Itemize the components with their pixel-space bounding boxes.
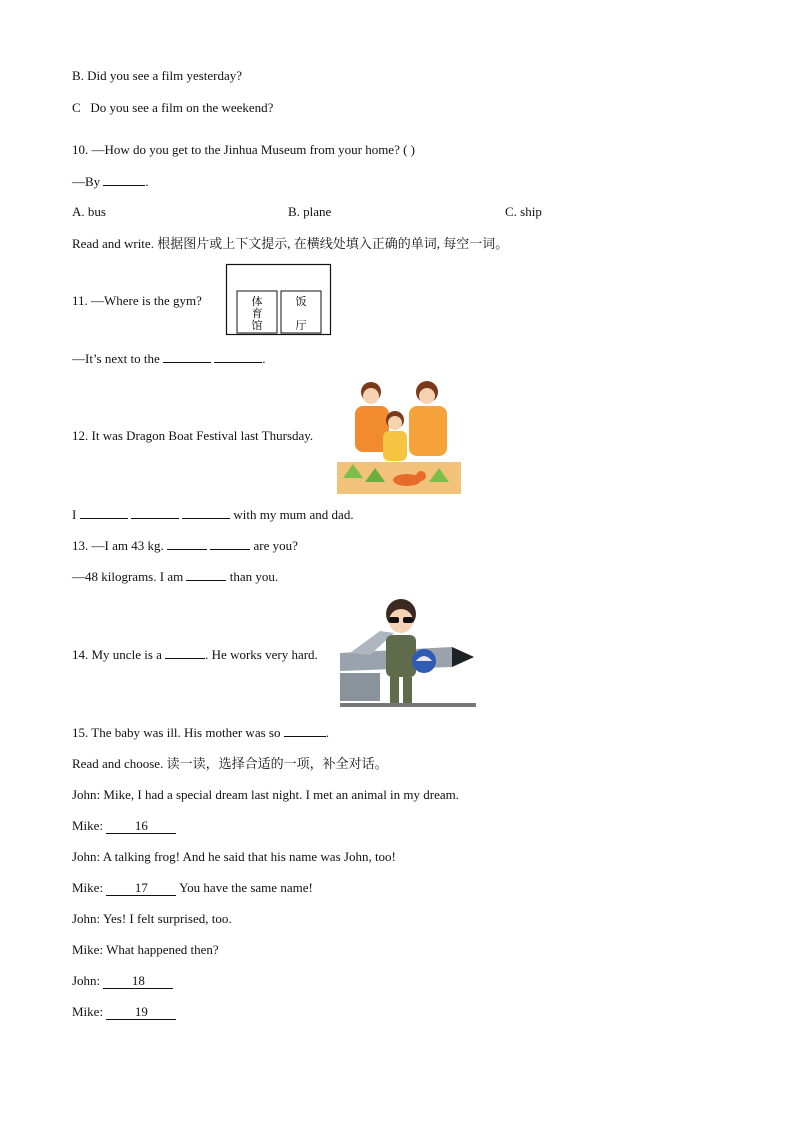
q13-blank-3[interactable] (186, 568, 226, 581)
q14-blank[interactable] (165, 646, 205, 659)
q9-option-c-letter: C (72, 100, 81, 115)
q14-suffix: . He works very hard. (205, 647, 318, 662)
q15-prefix: 15. The baby was ill. His mother was so (72, 725, 281, 740)
map-room-dining-char1: 饭 (295, 295, 307, 308)
q12-blank-1[interactable] (80, 506, 128, 519)
q9-option-c-text: Do you see a film on the weekend? (90, 100, 274, 115)
q13-blank-2[interactable] (210, 537, 250, 550)
q15-blank[interactable] (284, 724, 326, 737)
section-read-and-write: Read and write. 根据图片或上下文提示, 在横线处填入正确的单词, 每空一词。 (72, 236, 509, 251)
dialogue-line-6: Mike: What happened then? (72, 942, 219, 957)
dialogue-speaker: Mike: (72, 880, 104, 895)
dialogue-line-3: John: A talking frog! And he said that his name was John, too! (72, 849, 396, 864)
section-read-and-choose: Read and choose. 读一读，选择合适的一项，补全对话。 (72, 756, 388, 771)
blank-19[interactable]: 19 (106, 1005, 176, 1020)
q9-option-b: B. Did you see a film yesterday? (72, 68, 243, 83)
dialogue-line-1: John: Mike, I had a special dream last night. I met an animal in my dream. (72, 787, 460, 802)
q13-question-suffix: are you? (253, 538, 298, 553)
q15-question: 15. The baby was ill. His mother was so . (72, 725, 329, 740)
q11-question: 11. —Where is the gym? (72, 293, 202, 308)
q14-prefix: 14. My uncle is a (72, 647, 162, 662)
q10-blank[interactable] (103, 173, 145, 186)
family-dumplings-image (337, 378, 461, 494)
dialogue-line-4 (72, 880, 313, 896)
map-room-gym-char3: 馆 (251, 319, 263, 332)
dialogue-speaker: Mike: (72, 1004, 104, 1019)
pilot-image (340, 595, 476, 711)
q12-blank-2[interactable] (131, 506, 179, 519)
q12-answer (72, 506, 354, 523)
dialogue-line-7 (72, 973, 173, 989)
map-room-gym-char1: 体 (251, 295, 263, 308)
map-room-gym-char2: 育 (251, 307, 263, 320)
q14-question (72, 646, 318, 663)
q10-answer: —By . (72, 174, 149, 189)
q12-question: 12. It was Dragon Boat Festival last Thursday. (72, 428, 314, 443)
q13-blank-1[interactable] (167, 537, 207, 550)
dialogue-line-2 (72, 818, 176, 834)
q9-option-c (72, 100, 273, 116)
q13-answer-prefix: —48 kilograms. I am (72, 569, 184, 584)
dialogue-speaker: John: (72, 973, 101, 988)
blank-16[interactable]: 16 (106, 819, 176, 834)
dialogue-speaker: Mike: (72, 818, 104, 833)
q13-answer (72, 568, 278, 585)
map-image (225, 263, 333, 337)
map-room-dining-char2: 厅 (295, 319, 307, 332)
q10-by: —By (72, 174, 101, 189)
q13-question-prefix: 13. —I am 43 kg. (72, 538, 164, 553)
q11-answer: —It’s next to the . (72, 351, 266, 366)
q13-answer-suffix: than you. (229, 569, 279, 584)
q10-question: 10. —How do you get to the Jinhua Museum from your home? ( ) (72, 142, 416, 157)
q11-blank-2[interactable] (214, 350, 262, 363)
q12-answer-prefix: I (72, 507, 77, 522)
q13-question (72, 537, 298, 554)
q11-blank-1[interactable] (163, 350, 211, 363)
dialogue-line-8 (72, 1004, 176, 1020)
dialogue-line-4-text: You have the same name! (179, 880, 313, 895)
q10-option-a: A. bus (72, 204, 106, 219)
q11-answer-prefix: —It’s next to the (72, 351, 160, 366)
q12-blank-3[interactable] (182, 506, 230, 519)
blank-17[interactable]: 17 (106, 881, 176, 896)
q10-option-b: B. plane (288, 204, 332, 219)
dialogue-line-5: John: Yes! I felt surprised, too. (72, 911, 232, 926)
q10-option-c: C. ship (505, 204, 542, 219)
blank-18[interactable]: 18 (103, 974, 173, 989)
q12-answer-suffix: with my mum and dad. (233, 507, 354, 522)
